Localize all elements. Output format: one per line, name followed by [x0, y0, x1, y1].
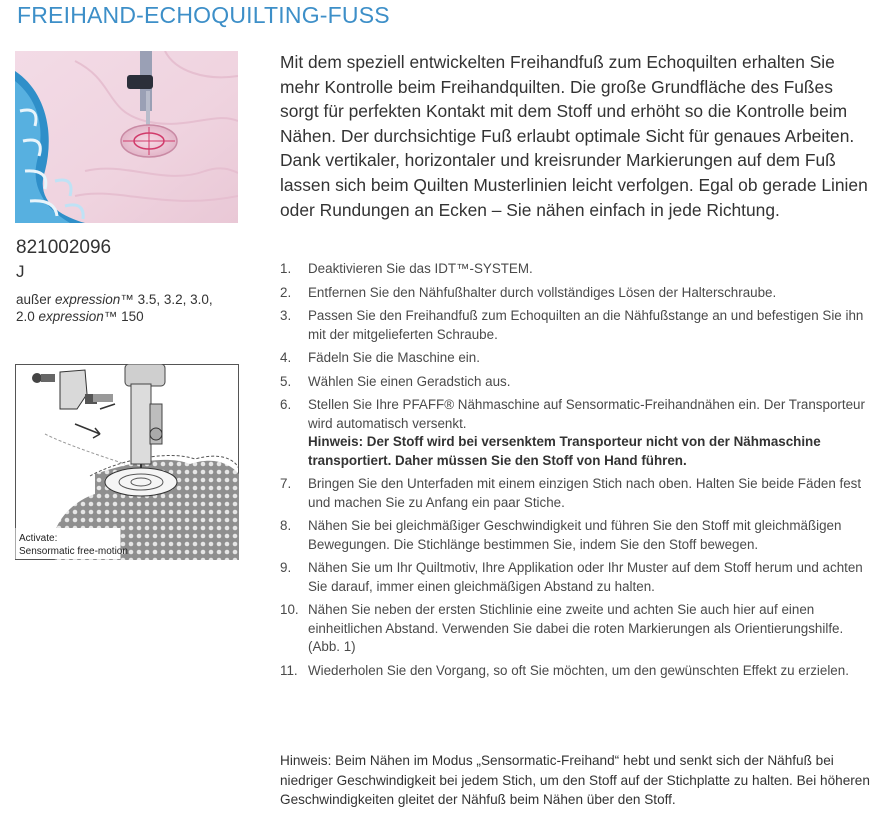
footer-note: Hinweis: Beim Nähen im Modus „Sensormatic-Freihand“ hebt und senkt sich der Nähfuß bei niedriger Geschwindigkeit bei jedem Stich, um den Stoff auf der Stichplatte zu halten. Bei höheren Geschwindigkeiten gleitet der Nähfuß beim Nähen über den Stoff.: [280, 753, 870, 807]
article-number: 821002096: [16, 237, 112, 258]
intro-paragraph: Mit dem speziell entwickelten Freihandfuß zum Echoquilten erhalten Sie mehr Kontrolle beim Freihandquilten. Die große Grundfläche des Fußes sorgt für perfekten Kontakt mit dem Stoff und erhöht so die Kontrolle beim Nähen. Der durchsichtige Fuß erlaubt optimale Sicht für genaues Arbeiten. Dank vertikaler, horizontaler und kreisrunder Markierungen auf dem Fuß lassen sich beim Quilten Musterlinien leicht verfolgen. Egal ob gerade Linien oder Rundungen an Ecken – Sie nähen einfach in jede Richtung.: [280, 52, 868, 220]
page-title: FREIHAND-ECHOQUILTING-FUSS: [17, 2, 390, 28]
instruction-steps: [280, 260, 870, 685]
compatibility-note: außer expression™ 3.5, 3.2, 3.0, 2.0 expression™ 150: [16, 292, 213, 324]
step-item: 7. Bringen Sie den Unterfaden mit einem einzigen Stich nach oben. Halten Sie beide Fäden fest und machen Sie zu Anfang ein paar Stiche.: [280, 476, 862, 510]
caption-line-2: Sensormatic free-motion: [19, 546, 128, 557]
product-photo: [15, 51, 238, 223]
caption-line-1: Activate:: [19, 533, 58, 544]
step-item: 4. Fädeln Sie die Maschine ein.: [280, 350, 480, 365]
assembly-illustration: [15, 364, 239, 560]
step-6-note: Hinweis: Der Stoff wird bei versenktem Transporteur nicht von der Nähmaschine transportiert. Daher müssen Sie den Stoff von Hand führen.: [308, 434, 821, 468]
step-item: 2. Entfernen Sie den Nähfußhalter durch vollständiges Lösen der Halterschraube.: [280, 284, 777, 300]
step-item: 3. Passen Sie den Freihandfuß zum Echoquilten an die Nähfußstange an und befestigen Sie ihn mit der mitgelieferten Schraube.: [280, 308, 864, 342]
step-item: 11. Wiederholen Sie den Vorgang, so oft Sie möchten, um den gewünschten Effekt zu erzielen.: [280, 662, 849, 678]
step-item: 8. Nähen Sie bei gleichmäßiger Geschwindigkeit und führen Sie den Stoff mit gleichmäßigen Bewegungen. Die Stichlänge bestimmen Sie, indem Sie den Stoff bewegen.: [280, 518, 842, 552]
step-item: 9. Nähen Sie um Ihr Quiltmotiv, Ihre Applikation oder Ihr Muster auf dem Stoff herum und achten Sie darauf, immer einen gleichmäßigen Abstand zu halten.: [280, 560, 863, 594]
foot-code: J: [16, 262, 25, 281]
step-item: 6. Stellen Sie Ihre PFAFF® Nähmaschine auf Sensormatic-Freihandnähen ein. Der Transporteur wird automatisch versenkt. Hinweis: Der Stoff wird bei versenktem Transporteur nicht von der Nähmaschine transportiert. Daher müssen Sie den Stoff von Hand führen.: [280, 396, 870, 470]
step-item: 5. Wählen Sie einen Geradstich aus.: [280, 373, 511, 389]
step-item: 1. Deaktivieren Sie das IDT™-SYSTEM.: [280, 261, 533, 276]
step-item: 10. Nähen Sie neben der ersten Stichlinie eine zweite und achten Sie auch hier auf einen einheitlichen Abstand. Verwenden Sie dabei die roten Markierungen als Orientierungshilfe. (Abb. 1): [280, 602, 844, 654]
